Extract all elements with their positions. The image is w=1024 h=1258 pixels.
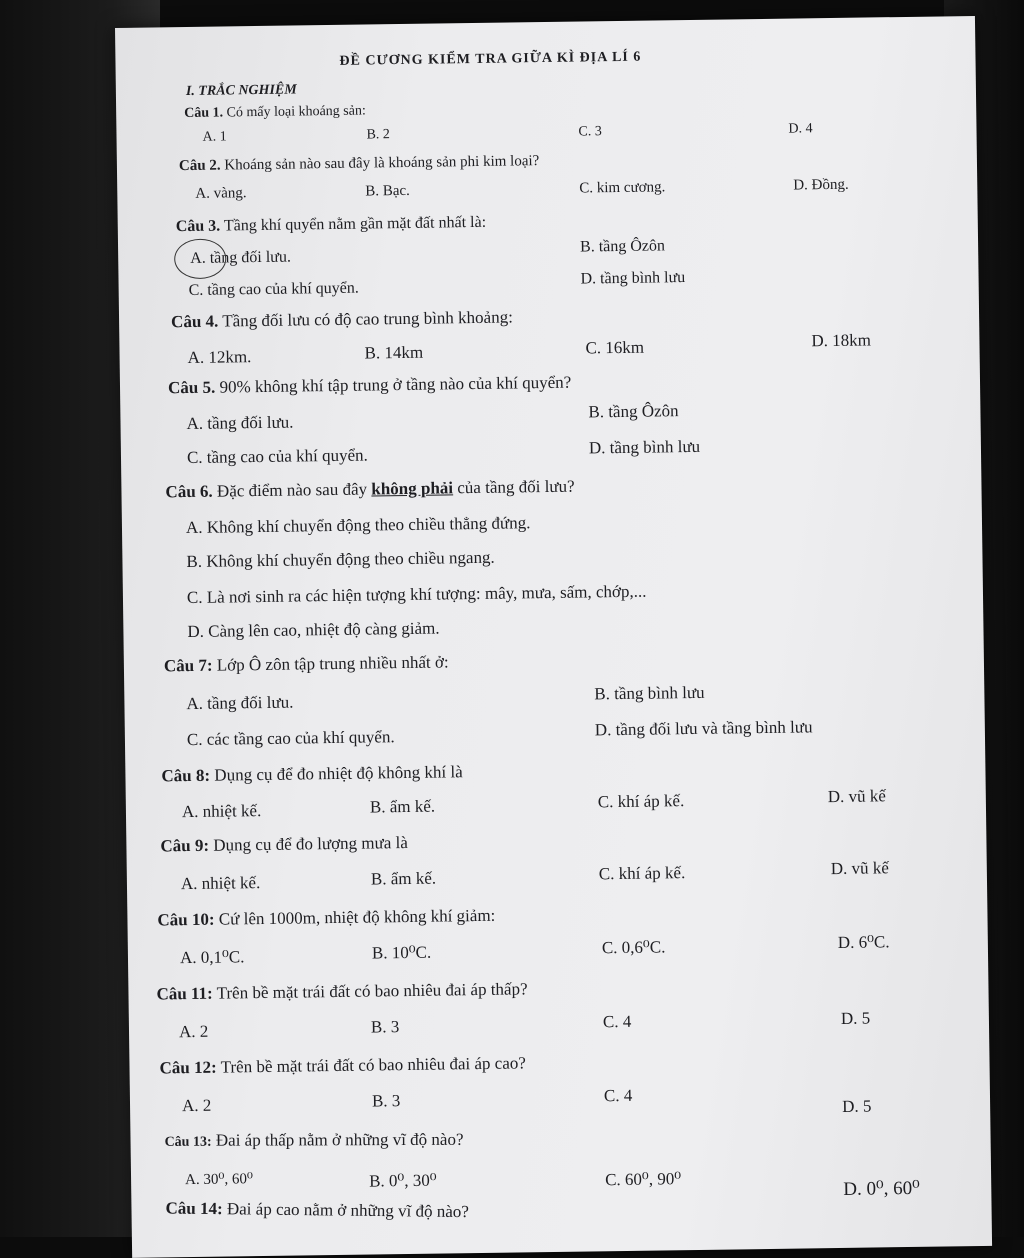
q1-option-d[interactable]: D. 4: [788, 121, 813, 137]
q6-option-a[interactable]: A. Không khí chuyển động theo chiều thẳng đứng.: [185, 513, 531, 538]
exam-paper: [115, 16, 992, 1258]
q11-option-a[interactable]: A. 2: [178, 1021, 209, 1042]
question-1: Câu 1. Có mấy loại khoáng sản:: [184, 103, 366, 122]
q11-option-c[interactable]: C. 4: [602, 1011, 632, 1032]
q7-option-a[interactable]: A. tầng đối lưu.: [186, 692, 294, 714]
question-6: Câu 6. Đặc điểm nào sau đây không phải của tầng đối lưu?: [165, 476, 575, 502]
question-13: Câu 13: Đai áp thấp nằm ở những vĩ độ nào?: [164, 1129, 464, 1150]
q12-option-b[interactable]: B. 3: [371, 1091, 401, 1111]
q10-option-b[interactable]: B. 10⁰C.: [371, 942, 432, 963]
q12-option-d[interactable]: D. 5: [841, 1096, 872, 1116]
q13-option-c[interactable]: C. 60⁰, 90⁰: [604, 1169, 682, 1190]
q6-option-c[interactable]: C. Là nơi sinh ra các hiện tượng khí tượng: mây, mưa, sấm, chớp,...: [186, 581, 647, 608]
q10-option-a[interactable]: A. 0,1⁰C.: [179, 947, 245, 968]
answer-circle-mark: [174, 238, 227, 279]
q7-option-b[interactable]: B. tầng bình lưu: [594, 682, 705, 704]
question-2: Câu 2. Khoáng sản nào sau đây là khoáng sản phi kim loại?: [178, 153, 540, 175]
q8-option-a[interactable]: A. nhiệt kế.: [181, 801, 262, 822]
question-10: Câu 10: Cứ lên 1000m, nhiệt độ không khí giảm:: [157, 905, 496, 930]
question-14: Câu 14: Đai áp cao nằm ở những vĩ độ nào?: [165, 1198, 469, 1222]
question-11: Câu 11: Trên bề mặt trái đất có bao nhiêu đai áp thấp?: [156, 979, 528, 1004]
question-3: Câu 3. Tầng khí quyển nằm gần mặt đất nhất là:: [175, 213, 487, 236]
q6-option-d[interactable]: D. Càng lên cao, nhiệt độ càng giảm.: [187, 618, 440, 642]
q11-option-b[interactable]: B. 3: [370, 1017, 400, 1037]
page-title: ĐỀ CƯƠNG KIỂM TRA GIỮA KÌ ĐỊA LÍ 6: [339, 49, 642, 69]
q7-option-c[interactable]: C. các tầng cao của khí quyển.: [186, 727, 395, 750]
q9-option-a[interactable]: A. nhiệt kế.: [180, 873, 261, 894]
q3-option-a[interactable]: A. tầng đối lưu.: [190, 248, 292, 267]
q4-option-a[interactable]: A. 12km.: [187, 347, 252, 368]
question-5: Câu 5. 90% không khí tập trung ở tầng nào của khí quyển?: [167, 372, 572, 398]
q1-option-c[interactable]: C. 3: [578, 124, 602, 140]
q4-option-d[interactable]: D. 18km: [811, 330, 872, 351]
q1-option-b[interactable]: B. 2: [366, 127, 390, 143]
q3-option-c[interactable]: C. tầng cao của khí quyển.: [188, 279, 359, 299]
q9-option-b[interactable]: B. ẩm kế.: [370, 868, 437, 889]
q4-option-b[interactable]: B. 14km: [364, 342, 424, 363]
q12-option-c[interactable]: C. 4: [603, 1085, 633, 1106]
q8-option-c[interactable]: C. khí áp kế.: [597, 791, 685, 812]
question-9: Câu 9: Dụng cụ để đo lượng mưa là: [160, 832, 408, 856]
q9-option-d[interactable]: D. vũ kế: [830, 858, 890, 879]
q4-option-c[interactable]: C. 16km: [585, 337, 645, 358]
q9-option-c[interactable]: C. khí áp kế.: [598, 863, 686, 884]
q2-option-a[interactable]: A. vàng.: [195, 185, 247, 202]
q2-option-d[interactable]: D. Đồng.: [793, 176, 849, 194]
q13-option-b[interactable]: B. 0⁰, 30⁰: [368, 1170, 437, 1191]
q7-option-d[interactable]: D. tầng đối lưu và tầng bình lưu: [594, 717, 813, 740]
q8-option-d[interactable]: D. vũ kế: [827, 786, 887, 807]
q1-option-a[interactable]: A. 1: [202, 129, 227, 145]
q5-option-c[interactable]: C. tầng cao của khí quyển.: [186, 445, 368, 468]
question-7: Câu 7: Lớp Ô zôn tập trung nhiều nhất ở:: [163, 652, 449, 676]
q2-option-b[interactable]: B. Bạc.: [365, 182, 410, 200]
q5-option-d[interactable]: D. tầng bình lưu: [588, 436, 701, 458]
q12-option-a[interactable]: A. 2: [181, 1095, 212, 1116]
q3-option-b[interactable]: B. tầng Ôzôn: [579, 237, 666, 256]
section-heading: I. TRẮC NGHIỆM: [185, 82, 297, 100]
question-4: Câu 4. Tầng đối lưu có độ cao trung bình khoảng:: [170, 307, 514, 332]
question-8: Câu 8: Dụng cụ để đo nhiệt độ không khí là: [161, 762, 463, 786]
q5-option-b[interactable]: B. tầng Ôzôn: [588, 401, 679, 422]
q13-option-a[interactable]: A. 30⁰, 60⁰: [184, 1171, 254, 1189]
q3-option-d[interactable]: D. tầng bình lưu: [580, 269, 686, 288]
q8-option-b[interactable]: B. ẩm kế.: [369, 796, 436, 817]
q2-option-c[interactable]: C. kim cương.: [579, 179, 666, 197]
q11-option-d[interactable]: D. 5: [840, 1008, 871, 1028]
q13-option-d[interactable]: D. 0⁰, 60⁰: [843, 1177, 920, 1200]
q10-option-d[interactable]: D. 6⁰C.: [837, 932, 890, 952]
q5-option-a[interactable]: A. tầng đối lưu.: [186, 412, 294, 434]
q10-option-c[interactable]: C. 0,6⁰C.: [601, 937, 666, 958]
question-12: Câu 12: Trên bề mặt trái đất có bao nhiêu đai áp cao?: [159, 1053, 526, 1078]
q6-option-b[interactable]: B. Không khí chuyển động theo chiều ngang.: [186, 547, 495, 572]
